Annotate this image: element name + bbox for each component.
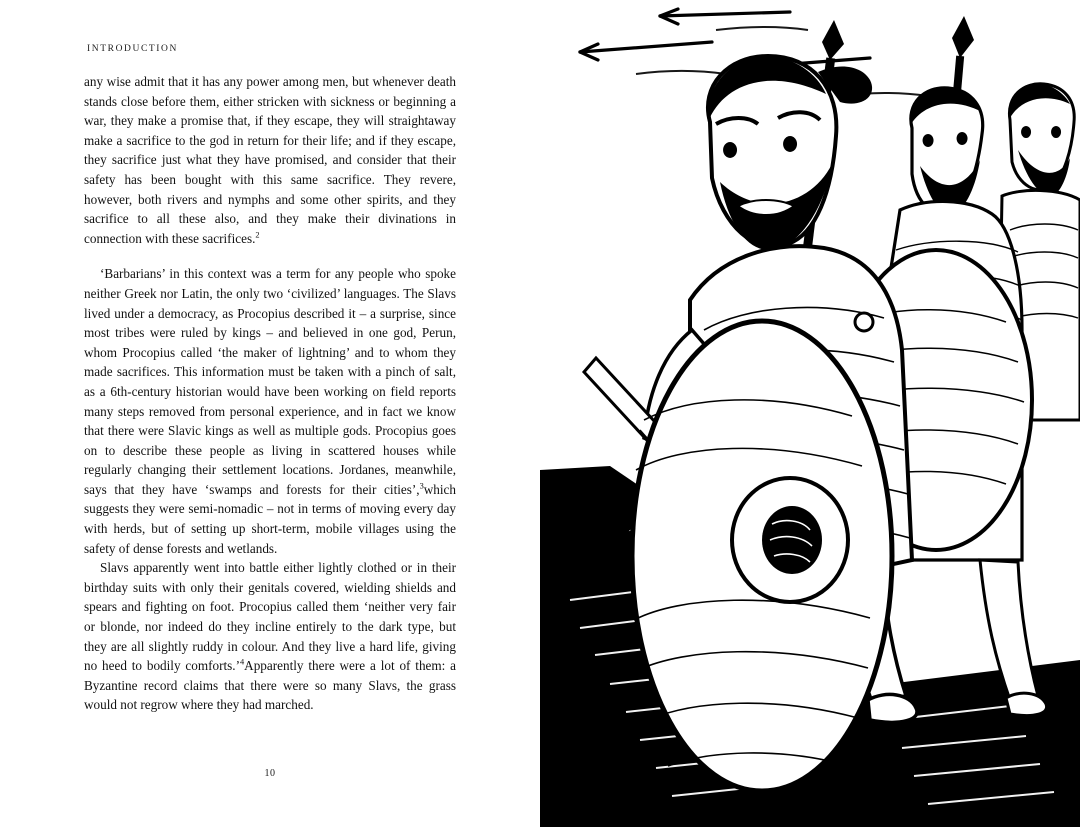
page-number: 10 bbox=[264, 768, 276, 779]
footnote-marker-4: 4 bbox=[239, 657, 245, 667]
paragraph-2-text: ‘Barbarians’ in this context was a term for any people who spoke neither Greek nor Latin, the only two ‘civilized’ languages. The Slavs lived under a democracy, as Procopius described it – a surprise, since most tribes were ruled by kings – and believed in one god, Perun, whom Procopius called ‘the maker of lightning’ and to whom they made sacrifices. This information must be taken with a pinch of salt, as a 6th-century historian would have been working on field reports many steps removed from personal experience, and in fact we know that there were Slavic kings as well as multiple gods. Procopius goes on to describe these people as living in scattered houses while regularly changing their settlement locations. Jordanes, meanwhile, says that they have ‘swamps and forests for their cities’, bbox=[84, 266, 456, 497]
paragraph-1-text: any wise admit that it has any power among men, but whenever death stands close before them, either stricken with sickness or beginning a war, they make a promise that, if they escape, they will straightaway make a sacrifice to the god in return for their life; and if they escape, they sacrifice just what they have promised, and consider that their safety has been bought with this same sacrifice. They revere, however, both rivers and nymphs and some other spirits, and they sacrifice to all these also, and they make their divinations in connection with these sacrifices. bbox=[84, 74, 456, 246]
paragraph-3 bbox=[84, 558, 456, 715]
body-column bbox=[84, 72, 456, 715]
paragraph-1 bbox=[84, 72, 456, 248]
paragraph-2 bbox=[84, 264, 456, 558]
slavic-warriors-illustration bbox=[540, 0, 1080, 827]
paragraph-3-tail: Apparently there were a lot of them: a Byzantine record claims that there were so many Slavs, the grass would not regrow where they had marched. bbox=[84, 658, 457, 713]
footnote-marker-2: 2 bbox=[255, 230, 260, 240]
footnote-marker-3: 3 bbox=[419, 481, 424, 491]
shield-front bbox=[632, 313, 892, 791]
running-head: INTRODUCTION bbox=[87, 44, 178, 54]
paragraph-2-tail: which suggests they were semi-nomadic – not in terms of moving every day with herds, but of setting up short-term, mobile villages using the safety of dense forests and wetlands. bbox=[84, 481, 456, 556]
paragraph-3-text: Slavs apparently went into battle either lightly clothed or in their birthday suits with only their genitals covered, wielding shields and spears and fighting on foot. Procopius called them ‘neither very fair or blonde, nor indeed do they incline entirely to the dark type, but they are all slightly ruddy in colour. And they live a hard life, giving no heed to bodily comforts.’ bbox=[84, 560, 456, 674]
illustration-page bbox=[540, 0, 1080, 827]
